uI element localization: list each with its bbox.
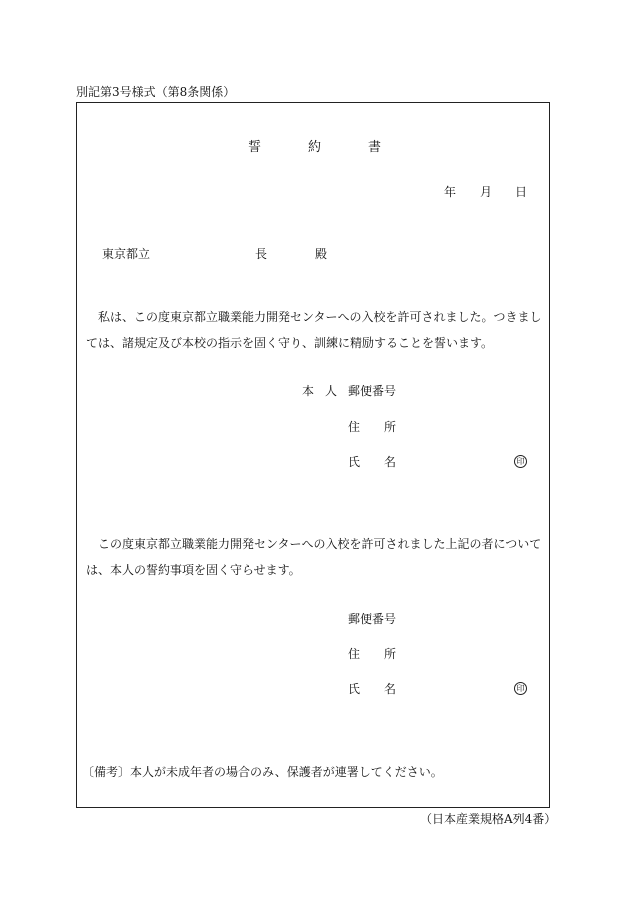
pledge-paragraph: 私は、この度東京都立職業能力開発センターへの入校を許可されました。つきましては、諸規定及び本校の指示を固く守り、訓練に精励することを誓います。 (86, 310, 542, 350)
title-char-3: 書 (368, 140, 382, 155)
form-frame (76, 102, 550, 808)
applicant-postal-label: 郵便番号 (348, 384, 397, 398)
date-day: 日 (515, 185, 528, 199)
addressee-org: 東京都立 (102, 247, 151, 261)
guardian-name-1: 氏 (348, 682, 361, 696)
form-reference-label: 別記第3号様式（第8条関係） (76, 85, 236, 99)
applicant-name-1: 氏 (348, 455, 361, 469)
addressee-title: 長 (255, 247, 268, 261)
applicant-address-2: 所 (384, 420, 397, 434)
date-month: 月 (480, 185, 493, 199)
guardian-seal-icon: 印 (514, 682, 527, 695)
addressee-honorific: 殿 (315, 247, 328, 261)
applicant-role-1: 本 (302, 384, 315, 398)
applicant-role-2: 人 (325, 384, 338, 398)
applicant-address-1: 住 (348, 420, 361, 434)
title-char-2: 約 (308, 140, 322, 155)
guardian-name-2: 名 (384, 682, 397, 696)
guardian-address-1: 住 (348, 647, 361, 661)
date-year: 年 (444, 185, 457, 199)
title-char-1: 誓 (248, 140, 262, 155)
applicant-name-2: 名 (384, 455, 397, 469)
applicant-seal-icon: 印 (514, 455, 527, 468)
guardian-address-2: 所 (384, 647, 397, 661)
note-text: 〔備考〕本人が未成年者の場合のみ、保護者が連署してください。 (82, 765, 443, 779)
paper-size-note: （日本産業規格A列4番） (420, 812, 557, 826)
guardian-paragraph: この度東京都立職業能力開発センターへの入校を許可されました上記の者については、本人の誓約事項を固く守らせます。 (86, 537, 542, 577)
guardian-postal-label: 郵便番号 (348, 612, 397, 626)
